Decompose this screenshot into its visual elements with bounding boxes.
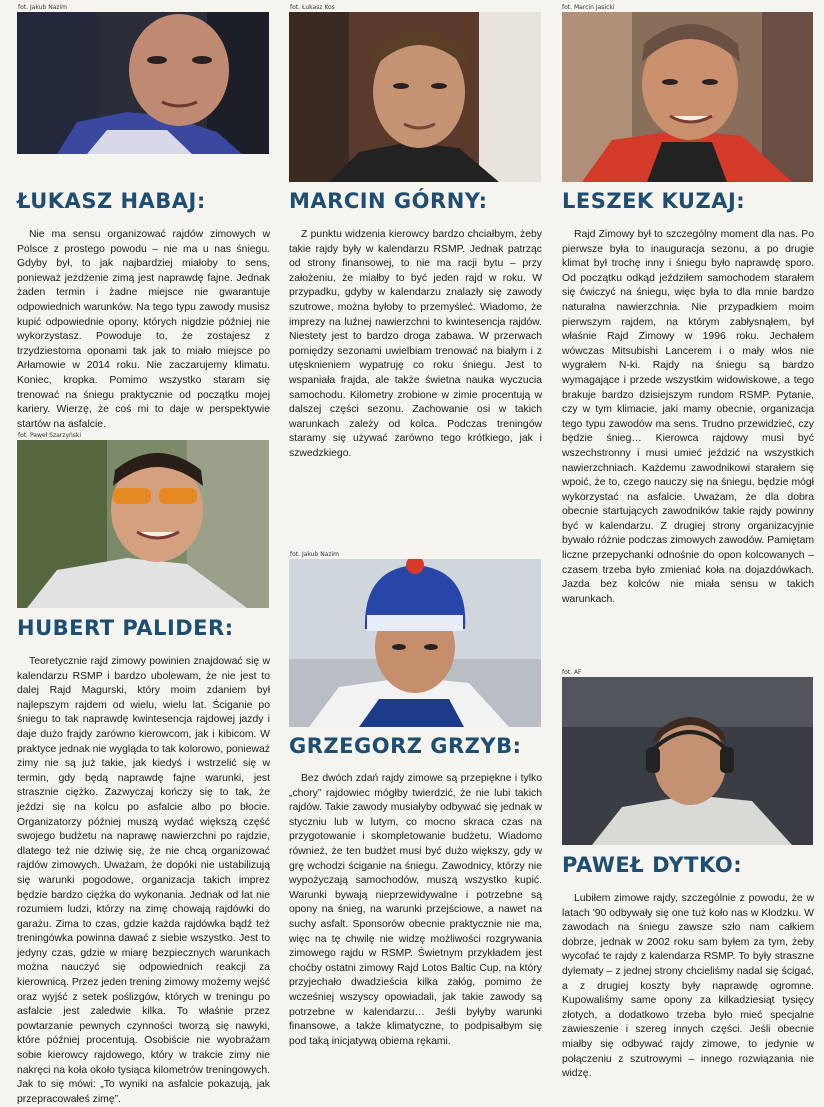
interviewee-name-pawel-dytko: PAWEŁ DYTKO:: [562, 853, 743, 877]
photo-credit: fot. AF: [562, 669, 582, 676]
interviewee-name-grzegorz-grzyb: GRZEGORZ GRZYB:: [289, 734, 522, 758]
interview-text-marcin-gorny: [289, 228, 542, 462]
interview-paragraph: Nie ma sensu organizować rajdów zimowych w Polsce z prostego powodu – nie ma u nas śniegu. Gdyby był, to jak najbardziej miałoby to sens, ponieważ jeżdżenie zimą jest naprawdę fajne. Jednak żaden termin i żadne miejsce nie gwarantuje odpowiednich warunków. Na tego typu zawody musisz kupić odpowiednie opony, których nigdzie później nie wykorzystasz. Powoduje to, że zostajesz z trzydziestoma oponami tak jak to miało miejsce po Arłamowie w 2014 roku. Nie zaczarujemy klimatu. Koniec, kropka. Pomimo wszystko staram się trenować na śniegu praktycznie od początku mojej kariery. Wierzę, że coś mi to daje w perspektywie startów na asfalcie.: [17, 229, 270, 430]
interview-text-lukasz-habaj: [17, 228, 270, 432]
interview-paragraph: Lubiłem zimowe rajdy, szczególnie z powodu, że w latach '90 odbywały się one tuż koło nas w Kłodzku. W zawodach na śniegu zawsze szło nam całkiem dobrze, jednak w 2002 roku sam byłem za tym, żeby wycofać te rajdy z kalendarza RSMP. To były straszne dylematy – z jednej strony chcieliśmy nadal się ścigać, a z drugiej koszty były naprawdę ogromne. Kupowaliśmy same opony za kilkadziesiąt tysięcy złotych, a dodatkowo trzeba było mieć specjalne zawieszenie i szereg innych części. Jeśli obecnie miałby się odbywać rajdy zimowe, to jedynie w połączeniu z szutrowymi – innego rozwiązania nie widzę.: [562, 893, 814, 1080]
interviewee-name-lukasz-habaj: ŁUKASZ HABAJ:: [17, 189, 206, 213]
photo-credit: fot. Jakub Nazim: [18, 4, 68, 11]
interview-text-grzegorz-grzyb: [289, 772, 542, 1049]
interview-text-pawel-dytko: [562, 892, 814, 1082]
interview-paragraph: Bez dwóch zdań rajdy zimowe są przepiękne i tylko „chory” rajdowiec mógłby twierdzić, że nie lubi takich rajdów. Takie zawody musiałyby odbywać się jednak w styczniu lub w lutym, co mocno skraca czas na przygotowanie i skompletowanie budżetu. Wiadomo również, że ten budżet musi być dużo większy, gdy w grę wchodzi ściganie na śniegu. Zawodnicy, którzy nie wypożyczają samochodów, muszą wszystko kupić. Warunki bywają nieprzewidywalne i potrzebne są opony na śnieg, na warunki przejściowe, a nawet na suchy asfalt. Sponsorów obecnie praktycznie nie ma, więc na tę chwilę nie widzę możliwości rozgrywania zimowego rajdu w RSMP. Świetnym przykładem jest choćby ostatni zimowy Rajd Lotos Baltic Cup, na który przyjechało dwadzieścia kilka załóg, pomimo że wcześniej wszyscy opowiadali, jak takie zawody są potrzebne w kalendarzu… Jeśli byłyby warunki finansowe, a także klimatyczne, to podpisałbym się pod taką inicjatywą obiema rękami.: [289, 773, 542, 1047]
photo-pawel-dytko: [562, 677, 813, 845]
interviewee-name-hubert-palider: HUBERT PALIDER:: [17, 616, 234, 640]
photo-marcin-gorny: [289, 12, 541, 182]
interviewee-name-leszek-kuzaj: LESZEK KUZAJ:: [562, 189, 746, 213]
photo-leszek-kuzaj: [562, 12, 813, 182]
interview-paragraph: Teoretycznie rajd zimowy powinien znajdować się w kalendarzu RSMP i bardzo ubolewam, że nie jest to dalej Rajd Magurski, który moim zdaniem był najlepszym rajdem od wielu, wielu lat. Ściganie po śniegu to tak naprawdę kwintesencja rajdowej jazdy i daje dużo frajdy zarówno kierowcom, jak i kibicom. W praktyce jednak nie wygląda to tak kolorowo, ponieważ zimy nie są już takie, jak kiedyś i wstrzelić się w termin, gdy będą naprawdę fajne warunki, jest strasznie ciężko. Zazwyczaj kończy się to tak, że jeździ się na kolcu po asfalcie albo po błocie. Organizatorzy później muszą wydać większą część swojego budżetu na naprawę nawierzchni po rajdzie, dlatego też nie dziwię się, że nie chcą organizować rajdów zimowych. Uważam, że dopóki nie ustabilizują się warunki pogodowe, organizacja takich imprez będzie bardzo ciężka do wykonania. Jednak od lat nie rozumiem ludzi, którzy na zimę chowają rajdówki do garażu. Zima to czas, gdzie każda rajdówka bądź też treningówka powinna dawać z siebie wszystko. Jest to jedyny czas, gdzie w miarę bezpiecznych warunkach można nauczyć się odpowiednich reakcji za kierownicą. Przez jeden trening zimowy możemy wejść oraz wyjść z setek poślizgów, których w treningu po asfalcie jest zaledwie kilka. To właśnie przez powtarzanie pewnych czynności tworzą się nawyki, które później procentują. Osobiście nie wyobrażam sobie kierowcy rajdowego, który w trakcie zimy nie nakręci na koła około tysiąca kilometrów treningowych. Jak to się mówi: „To wyniki na asfalcie pokazują, jak przepracowałeś zimę”.: [17, 656, 270, 1105]
interview-paragraph: Rajd Zimowy był to szczególny moment dla nas. Po pierwsze była to inauguracja sezonu, a po drugie klimat był trochę inny i śniegu było naprawdę sporo. Od początku odkąd jeździłem samochodem starałem się ćwiczyć na śniegu, więc była to dla mnie bardzo naturalna nawierzchnia. Nie przypadkiem moim pierwszym rajdem, na którym zabłysnąłem, był właśnie Rajd Zimowy w 1996 roku. Jechałem wówczas Mitsubishi Lancerem i o mały włos nie wygrałem N-ki. Rajdy na śniegu są bardzo wymagające i przede wszystkim widowiskowe, a tego brakuje bardzo dzisiejszym rundom RSMP. Pytanie, czy w tym klimacie, jaki mamy obecnie, organizacja tego typu zawodów ma sens. Trudno przewidzieć, czy będzie śnieg… Kierowca rajdowy musi być wszechstronny i musi umieć jeździć na wszystkich nawierzchniach. Każdemu zawodnikowi starałem się wpoić, że to, czego nauczy się na śniegu, będzie mógł wykorzystać na asfalcie. Uważam, że dla dobra obecnie startujących zawodników takie rajdy powinny być w kalendarzu. Z drugiej strony organizacyjnie bywało różnie podczas zimowych zawodów. Pamiętam liczne przepychanki odnośnie do opon kolcowanych – czasem trzeba było zmieniać koła na dojazdówkach. Jazda bez kolców nie miała sensu w takich warunkach.: [562, 229, 814, 605]
interview-paragraph: Z punktu widzenia kierowcy bardzo chciałbym, żeby takie rajdy były w kalendarzu RSMP. Jednak patrząc od strony finansowej, to nie ma racji bytu – przy założeniu, że miałby to być jeden rajd w roku. W przypadku, gdyby w kalendarzu znalazły się zawody szutrowe, można byłoby to przemyśleć. Wiadomo, że imprezy na luźnej nawierzchni to kwintesencja rajdów. Niestety jest to bardzo droga zabawa. W przerwach pomiędzy sezonami uwielbiam trenować na białym i z utęsknieniem wypatruję co roku śniegu. Jest to wspaniała frajda, ale także świetna nauka wyczucia samochodu. Kilometry zrobione w zimie procentują w dalszej części sezonu. Zachowanie osi w takich warunkach zależy od kolca. Podczas treningów staramy się używać zarówno tego krótkiego, jak i szwedzkiego.: [289, 229, 542, 459]
photo-credit: fot. Jakub Nazim: [290, 551, 340, 558]
photo-credit: fot. Marcin Jasicki: [562, 4, 615, 11]
photo-lukasz-habaj: [17, 12, 269, 154]
photo-hubert-palider: [17, 440, 269, 608]
photo-credit: fot. Łukasz Kos: [290, 4, 335, 11]
interview-text-leszek-kuzaj: [562, 228, 814, 607]
photo-grzegorz-grzyb: [289, 559, 541, 727]
interviewee-name-marcin-gorny: MARCIN GÓRNY:: [289, 189, 488, 213]
photo-credit: fot. Paweł Szarzyński: [18, 432, 82, 439]
interview-text-hubert-palider: [17, 655, 270, 1107]
